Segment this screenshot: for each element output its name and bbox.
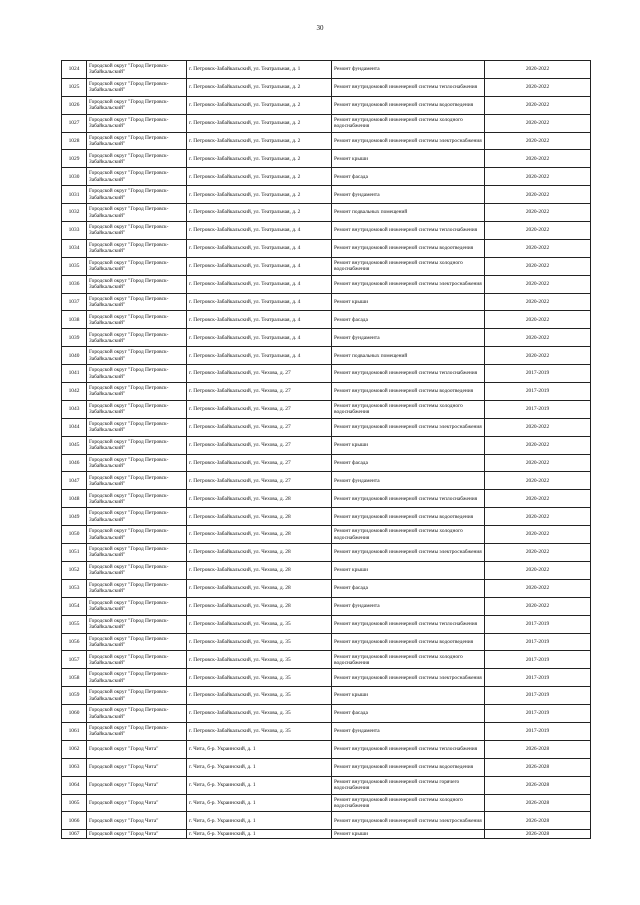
work-type-cell: Ремонт фасада bbox=[332, 168, 485, 186]
table-row bbox=[62, 508, 591, 526]
address-cell: г. Петровск-Забайкальский, ул. Чехова, д. 27 bbox=[187, 418, 332, 436]
work-type-cell: Ремонт крыши bbox=[332, 561, 485, 579]
address-cell: г. Петровск-Забайкальский, ул. Чехова, д. 27 bbox=[187, 454, 332, 472]
municipality-cell: Городской округ "Город Чита" bbox=[87, 776, 187, 794]
work-type-cell: Ремонт внутридомовой инженерной системы водоотведения bbox=[332, 633, 485, 651]
work-type-cell: Ремонт внутридомовой инженерной системы теплоснабжения bbox=[332, 615, 485, 633]
address-cell: г. Петровск-Забайкальский, ул. Театральная, д. 2 bbox=[187, 78, 332, 96]
period-cell: 2020-2022 bbox=[485, 186, 591, 204]
work-type-cell: Ремонт фасада bbox=[332, 454, 485, 472]
work-type-cell: Ремонт внутридомовой инженерной системы электроснабжения bbox=[332, 418, 485, 436]
period-cell: 2017-2019 bbox=[485, 687, 591, 705]
row-number-cell: 1055 bbox=[62, 615, 87, 633]
address-cell: г. Петровск-Забайкальский, ул. Театральная, д. 1 bbox=[187, 61, 332, 79]
row-number-cell: 1061 bbox=[62, 722, 87, 740]
work-type-cell: Ремонт внутридомовой инженерной системы холодного водоснабжения bbox=[332, 794, 485, 812]
table-row bbox=[62, 329, 591, 347]
municipality-cell: Городской округ "Город Петровск-Забайкальский" bbox=[87, 186, 187, 204]
address-cell: г. Петровск-Забайкальский, ул. Чехова, д. 27 bbox=[187, 436, 332, 454]
table-row bbox=[62, 383, 591, 401]
row-number-cell: 1033 bbox=[62, 222, 87, 240]
work-type-cell: Ремонт фундамента bbox=[332, 597, 485, 615]
work-type-cell: Ремонт внутридомовой инженерной системы теплоснабжения bbox=[332, 78, 485, 96]
municipality-cell: Городской округ "Город Петровск-Забайкальский" bbox=[87, 490, 187, 508]
period-cell: 2020-2022 bbox=[485, 544, 591, 562]
work-type-cell: Ремонт внутридомовой инженерной системы теплоснабжения bbox=[332, 365, 485, 383]
work-type-cell: Ремонт внутридомовой инженерной системы водоотведения bbox=[332, 508, 485, 526]
row-number-cell: 1065 bbox=[62, 794, 87, 812]
address-cell: г. Петровск-Забайкальский, ул. Чехова, д. 28 bbox=[187, 561, 332, 579]
table-row bbox=[62, 204, 591, 222]
work-type-cell: Ремонт подвальных помещений bbox=[332, 347, 485, 365]
work-type-cell: Ремонт внутридомовой инженерной системы водоотведения bbox=[332, 239, 485, 257]
table-row bbox=[62, 400, 591, 418]
municipality-cell: Городской округ "Город Чита" bbox=[87, 830, 187, 839]
row-number-cell: 1027 bbox=[62, 114, 87, 132]
period-cell: 2020-2022 bbox=[485, 239, 591, 257]
table-row bbox=[62, 168, 591, 186]
work-type-cell: Ремонт внутридомовой инженерной системы электроснабжения bbox=[332, 544, 485, 562]
municipality-cell: Городской округ "Город Петровск-Забайкальский" bbox=[87, 150, 187, 168]
table-row bbox=[62, 186, 591, 204]
period-cell: 2017-2019 bbox=[485, 383, 591, 401]
table-row bbox=[62, 490, 591, 508]
period-cell: 2020-2022 bbox=[485, 275, 591, 293]
address-cell: г. Петровск-Забайкальский, ул. Чехова, д. 35 bbox=[187, 705, 332, 723]
municipality-cell: Городской округ "Город Петровск-Забайкальский" bbox=[87, 311, 187, 329]
period-cell: 2020-2022 bbox=[485, 168, 591, 186]
work-type-cell: Ремонт фундамента bbox=[332, 722, 485, 740]
period-cell: 2026-2028 bbox=[485, 812, 591, 830]
municipality-cell: Городской округ "Город Петровск-Забайкальский" bbox=[87, 508, 187, 526]
municipality-cell: Городской округ "Город Петровск-Забайкальский" bbox=[87, 597, 187, 615]
municipality-cell: Городской округ "Город Петровск-Забайкальский" bbox=[87, 347, 187, 365]
table-row bbox=[62, 794, 591, 812]
municipality-cell: Городской округ "Город Петровск-Забайкальский" bbox=[87, 472, 187, 490]
work-type-cell: Ремонт крыши bbox=[332, 150, 485, 168]
work-type-cell: Ремонт внутридомовой инженерной системы электроснабжения bbox=[332, 812, 485, 830]
period-cell: 2020-2022 bbox=[485, 454, 591, 472]
municipality-cell: Городской округ "Город Петровск-Забайкальский" bbox=[87, 239, 187, 257]
municipality-cell: Городской округ "Город Петровск-Забайкальский" bbox=[87, 61, 187, 79]
address-cell: г. Петровск-Забайкальский, ул. Театральная, д. 2 bbox=[187, 132, 332, 150]
work-type-cell: Ремонт внутридомовой инженерной системы горячего водоснабжения bbox=[332, 776, 485, 794]
period-cell: 2026-2028 bbox=[485, 740, 591, 758]
address-cell: г. Петровск-Забайкальский, ул. Чехова, д. 35 bbox=[187, 651, 332, 669]
municipality-cell: Городской округ "Город Петровск-Забайкальский" bbox=[87, 526, 187, 544]
municipality-cell: Городской округ "Город Петровск-Забайкальский" bbox=[87, 633, 187, 651]
period-cell: 2020-2022 bbox=[485, 222, 591, 240]
period-cell: 2017-2019 bbox=[485, 615, 591, 633]
row-number-cell: 1028 bbox=[62, 132, 87, 150]
address-cell: г. Чита, б-р. Украинский, д. 1 bbox=[187, 830, 332, 839]
table-row bbox=[62, 222, 591, 240]
row-number-cell: 1031 bbox=[62, 186, 87, 204]
work-type-cell: Ремонт внутридомовой инженерной системы теплоснабжения bbox=[332, 222, 485, 240]
address-cell: г. Петровск-Забайкальский, ул. Театральная, д. 2 bbox=[187, 96, 332, 114]
work-type-cell: Ремонт внутридомовой инженерной системы холодного водоснабжения bbox=[332, 257, 485, 275]
municipality-cell: Городской округ "Город Петровск-Забайкальский" bbox=[87, 293, 187, 311]
work-type-cell: Ремонт внутридомовой инженерной системы теплоснабжения bbox=[332, 740, 485, 758]
row-number-cell: 1064 bbox=[62, 776, 87, 794]
row-number-cell: 1052 bbox=[62, 561, 87, 579]
row-number-cell: 1042 bbox=[62, 383, 87, 401]
address-cell: г. Чита, б-р. Украинский, д. 1 bbox=[187, 758, 332, 776]
table-row bbox=[62, 615, 591, 633]
work-type-cell: Ремонт фасада bbox=[332, 311, 485, 329]
period-cell: 2020-2022 bbox=[485, 436, 591, 454]
municipality-cell: Городской округ "Город Петровск-Забайкальский" bbox=[87, 257, 187, 275]
table-row bbox=[62, 651, 591, 669]
address-cell: г. Петровск-Забайкальский, ул. Чехова, д. 35 bbox=[187, 722, 332, 740]
address-cell: г. Петровск-Забайкальский, ул. Чехова, д. 35 bbox=[187, 669, 332, 687]
period-cell: 2017-2019 bbox=[485, 400, 591, 418]
page-number: 30 bbox=[316, 24, 324, 32]
municipality-cell: Городской округ "Город Чита" bbox=[87, 812, 187, 830]
table-row bbox=[62, 830, 591, 839]
period-cell: 2020-2022 bbox=[485, 329, 591, 347]
period-cell: 2020-2022 bbox=[485, 150, 591, 168]
period-cell: 2020-2022 bbox=[485, 526, 591, 544]
table-row bbox=[62, 633, 591, 651]
work-type-cell: Ремонт внутридомовой инженерной системы теплоснабжения bbox=[332, 490, 485, 508]
table-row bbox=[62, 96, 591, 114]
row-number-cell: 1062 bbox=[62, 740, 87, 758]
work-type-cell: Ремонт подвальных помещений bbox=[332, 204, 485, 222]
address-cell: г. Петровск-Забайкальский, ул. Чехова, д. 27 bbox=[187, 383, 332, 401]
municipality-cell: Городской округ "Город Петровск-Забайкальский" bbox=[87, 365, 187, 383]
address-cell: г. Петровск-Забайкальский, ул. Театральная, д. 4 bbox=[187, 275, 332, 293]
address-cell: г. Петровск-Забайкальский, ул. Чехова, д. 28 bbox=[187, 526, 332, 544]
table-row bbox=[62, 669, 591, 687]
work-type-cell: Ремонт крыши bbox=[332, 830, 485, 839]
work-type-cell: Ремонт фундамента bbox=[332, 329, 485, 347]
address-cell: г. Петровск-Забайкальский, ул. Чехова, д. 28 bbox=[187, 579, 332, 597]
row-number-cell: 1049 bbox=[62, 508, 87, 526]
municipality-cell: Городской округ "Город Петровск-Забайкальский" bbox=[87, 651, 187, 669]
municipality-cell: Городской округ "Город Петровск-Забайкальский" bbox=[87, 579, 187, 597]
period-cell: 2020-2022 bbox=[485, 579, 591, 597]
row-number-cell: 1043 bbox=[62, 400, 87, 418]
address-cell: г. Петровск-Забайкальский, ул. Чехова, д. 27 bbox=[187, 472, 332, 490]
work-type-cell: Ремонт фундамента bbox=[332, 186, 485, 204]
work-type-cell: Ремонт внутридомовой инженерной системы холодного водоснабжения bbox=[332, 526, 485, 544]
municipality-cell: Городской округ "Город Петровск-Забайкальский" bbox=[87, 132, 187, 150]
address-cell: г. Петровск-Забайкальский, ул. Театральная, д. 4 bbox=[187, 239, 332, 257]
address-cell: г. Петровск-Забайкальский, ул. Чехова, д. 28 bbox=[187, 544, 332, 562]
row-number-cell: 1056 bbox=[62, 633, 87, 651]
municipality-cell: Городской округ "Город Петровск-Забайкальский" bbox=[87, 705, 187, 723]
row-number-cell: 1041 bbox=[62, 365, 87, 383]
address-cell: г. Петровск-Забайкальский, ул. Театральная, д. 4 bbox=[187, 329, 332, 347]
row-number-cell: 1051 bbox=[62, 544, 87, 562]
row-number-cell: 1063 bbox=[62, 758, 87, 776]
table-row bbox=[62, 579, 591, 597]
municipality-cell: Городской округ "Город Петровск-Забайкальский" bbox=[87, 722, 187, 740]
table-row bbox=[62, 544, 591, 562]
table-row bbox=[62, 776, 591, 794]
work-type-cell: Ремонт крыши bbox=[332, 436, 485, 454]
address-cell: г. Петровск-Забайкальский, ул. Театральная, д. 2 bbox=[187, 204, 332, 222]
municipality-cell: Городской округ "Город Петровск-Забайкальский" bbox=[87, 544, 187, 562]
period-cell: 2020-2022 bbox=[485, 293, 591, 311]
address-cell: г. Петровск-Забайкальский, ул. Чехова, д. 27 bbox=[187, 400, 332, 418]
period-cell: 2017-2019 bbox=[485, 651, 591, 669]
row-number-cell: 1040 bbox=[62, 347, 87, 365]
table-row bbox=[62, 454, 591, 472]
period-cell: 2020-2022 bbox=[485, 561, 591, 579]
period-cell: 2020-2022 bbox=[485, 597, 591, 615]
work-type-cell: Ремонт внутридомовой инженерной системы электроснабжения bbox=[332, 275, 485, 293]
address-cell: г. Петровск-Забайкальский, ул. Чехова, д. 35 bbox=[187, 633, 332, 651]
period-cell: 2017-2019 bbox=[485, 365, 591, 383]
address-cell: г. Петровск-Забайкальский, ул. Театральная, д. 4 bbox=[187, 293, 332, 311]
period-cell: 2020-2022 bbox=[485, 114, 591, 132]
work-type-cell: Ремонт внутридомовой инженерной системы водоотведения bbox=[332, 96, 485, 114]
table-row bbox=[62, 812, 591, 830]
row-number-cell: 1066 bbox=[62, 812, 87, 830]
period-cell: 2020-2022 bbox=[485, 311, 591, 329]
municipality-cell: Городской округ "Город Петровск-Забайкальский" bbox=[87, 454, 187, 472]
row-number-cell: 1038 bbox=[62, 311, 87, 329]
address-cell: г. Петровск-Забайкальский, ул. Чехова, д. 27 bbox=[187, 365, 332, 383]
table-row bbox=[62, 311, 591, 329]
row-number-cell: 1046 bbox=[62, 454, 87, 472]
period-cell: 2020-2022 bbox=[485, 472, 591, 490]
work-type-cell: Ремонт внутридомовой инженерной системы водоотведения bbox=[332, 383, 485, 401]
municipality-cell: Городской округ "Город Петровск-Забайкальский" bbox=[87, 383, 187, 401]
work-type-cell: Ремонт крыши bbox=[332, 687, 485, 705]
address-cell: г. Петровск-Забайкальский, ул. Театральная, д. 2 bbox=[187, 150, 332, 168]
municipality-cell: Городской округ "Город Петровск-Забайкальский" bbox=[87, 669, 187, 687]
period-cell: 2020-2022 bbox=[485, 508, 591, 526]
municipality-cell: Городской округ "Город Петровск-Забайкальский" bbox=[87, 275, 187, 293]
municipality-cell: Городской округ "Город Петровск-Забайкальский" bbox=[87, 96, 187, 114]
table-row bbox=[62, 597, 591, 615]
period-cell: 2017-2019 bbox=[485, 722, 591, 740]
row-number-cell: 1054 bbox=[62, 597, 87, 615]
work-type-cell: Ремонт фундамента bbox=[332, 61, 485, 79]
table-row bbox=[62, 347, 591, 365]
address-cell: г. Чита, б-р. Украинский, д. 1 bbox=[187, 794, 332, 812]
work-type-cell: Ремонт крыши bbox=[332, 293, 485, 311]
row-number-cell: 1037 bbox=[62, 293, 87, 311]
period-cell: 2017-2019 bbox=[485, 705, 591, 723]
municipality-cell: Городской округ "Город Петровск-Забайкальский" bbox=[87, 329, 187, 347]
period-cell: 2020-2022 bbox=[485, 490, 591, 508]
row-number-cell: 1035 bbox=[62, 257, 87, 275]
work-type-cell: Ремонт внутридомовой инженерной системы электроснабжения bbox=[332, 132, 485, 150]
municipality-cell: Городской округ "Город Петровск-Забайкальский" bbox=[87, 561, 187, 579]
municipality-cell: Городской округ "Город Петровск-Забайкальский" bbox=[87, 114, 187, 132]
table-row bbox=[62, 705, 591, 723]
address-cell: г. Петровск-Забайкальский, ул. Театральная, д. 4 bbox=[187, 311, 332, 329]
municipality-cell: Городской округ "Город Петровск-Забайкальский" bbox=[87, 615, 187, 633]
row-number-cell: 1059 bbox=[62, 687, 87, 705]
repair-schedule-table bbox=[61, 60, 591, 839]
municipality-cell: Городской округ "Город Петровск-Забайкальский" bbox=[87, 418, 187, 436]
table-row bbox=[62, 418, 591, 436]
work-type-cell: Ремонт внутридомовой инженерной системы электроснабжения bbox=[332, 669, 485, 687]
table-row bbox=[62, 239, 591, 257]
period-cell: 2026-2028 bbox=[485, 794, 591, 812]
table-row bbox=[62, 740, 591, 758]
work-type-cell: Ремонт фасада bbox=[332, 705, 485, 723]
row-number-cell: 1039 bbox=[62, 329, 87, 347]
address-cell: г. Чита, б-р. Украинский, д. 1 bbox=[187, 740, 332, 758]
period-cell: 2020-2022 bbox=[485, 61, 591, 79]
period-cell: 2020-2022 bbox=[485, 347, 591, 365]
address-cell: г. Петровск-Забайкальский, ул. Чехова, д. 28 bbox=[187, 490, 332, 508]
work-type-cell: Ремонт внутридомовой инженерной системы холодного водоснабжения bbox=[332, 651, 485, 669]
table-row bbox=[62, 78, 591, 96]
address-cell: г. Петровск-Забайкальский, ул. Чехова, д. 35 bbox=[187, 687, 332, 705]
row-number-cell: 1024 bbox=[62, 61, 87, 79]
municipality-cell: Городской округ "Город Чита" bbox=[87, 740, 187, 758]
row-number-cell: 1025 bbox=[62, 78, 87, 96]
address-cell: г. Петровск-Забайкальский, ул. Чехова, д. 28 bbox=[187, 508, 332, 526]
address-cell: г. Петровск-Забайкальский, ул. Театральная, д. 2 bbox=[187, 186, 332, 204]
municipality-cell: Городской округ "Город Петровск-Забайкальский" bbox=[87, 400, 187, 418]
table-row bbox=[62, 257, 591, 275]
work-type-cell: Ремонт внутридомовой инженерной системы холодного водоснабжения bbox=[332, 400, 485, 418]
row-number-cell: 1057 bbox=[62, 651, 87, 669]
row-number-cell: 1026 bbox=[62, 96, 87, 114]
municipality-cell: Городской округ "Город Чита" bbox=[87, 758, 187, 776]
address-cell: г. Петровск-Забайкальский, ул. Театральная, д. 4 bbox=[187, 257, 332, 275]
period-cell: 2020-2022 bbox=[485, 257, 591, 275]
address-cell: г. Петровск-Забайкальский, ул. Театральная, д. 2 bbox=[187, 168, 332, 186]
municipality-cell: Городской округ "Город Чита" bbox=[87, 794, 187, 812]
period-cell: 2017-2019 bbox=[485, 633, 591, 651]
work-type-cell: Ремонт внутридомовой инженерной системы водоотведения bbox=[332, 758, 485, 776]
row-number-cell: 1045 bbox=[62, 436, 87, 454]
row-number-cell: 1030 bbox=[62, 168, 87, 186]
row-number-cell: 1044 bbox=[62, 418, 87, 436]
table-row bbox=[62, 472, 591, 490]
row-number-cell: 1058 bbox=[62, 669, 87, 687]
table-row bbox=[62, 526, 591, 544]
table-row bbox=[62, 365, 591, 383]
table-row bbox=[62, 758, 591, 776]
address-cell: г. Чита, б-р. Украинский, д. 1 bbox=[187, 776, 332, 794]
period-cell: 2020-2022 bbox=[485, 418, 591, 436]
address-cell: г. Петровск-Забайкальский, ул. Театральная, д. 4 bbox=[187, 347, 332, 365]
work-type-cell: Ремонт фундамента bbox=[332, 472, 485, 490]
municipality-cell: Городской округ "Город Петровск-Забайкальский" bbox=[87, 168, 187, 186]
row-number-cell: 1067 bbox=[62, 830, 87, 839]
row-number-cell: 1048 bbox=[62, 490, 87, 508]
period-cell: 2017-2019 bbox=[485, 669, 591, 687]
table-row bbox=[62, 687, 591, 705]
row-number-cell: 1032 bbox=[62, 204, 87, 222]
row-number-cell: 1050 bbox=[62, 526, 87, 544]
address-cell: г. Петровск-Забайкальский, ул. Театральная, д. 4 bbox=[187, 222, 332, 240]
row-number-cell: 1036 bbox=[62, 275, 87, 293]
period-cell: 2026-2028 bbox=[485, 758, 591, 776]
table-row bbox=[62, 722, 591, 740]
table-row bbox=[62, 561, 591, 579]
municipality-cell: Городской округ "Город Петровск-Забайкальский" bbox=[87, 222, 187, 240]
period-cell: 2020-2022 bbox=[485, 204, 591, 222]
address-cell: г. Петровск-Забайкальский, ул. Чехова, д. 28 bbox=[187, 597, 332, 615]
row-number-cell: 1029 bbox=[62, 150, 87, 168]
row-number-cell: 1060 bbox=[62, 705, 87, 723]
period-cell: 2026-2028 bbox=[485, 776, 591, 794]
period-cell: 2020-2022 bbox=[485, 96, 591, 114]
table-row bbox=[62, 114, 591, 132]
municipality-cell: Городской округ "Город Петровск-Забайкальский" bbox=[87, 687, 187, 705]
address-cell: г. Чита, б-р. Украинский, д. 1 bbox=[187, 812, 332, 830]
table-row bbox=[62, 293, 591, 311]
address-cell: г. Петровск-Забайкальский, ул. Чехова, д. 35 bbox=[187, 615, 332, 633]
period-cell: 2020-2022 bbox=[485, 78, 591, 96]
municipality-cell: Городской округ "Город Петровск-Забайкальский" bbox=[87, 204, 187, 222]
table-row bbox=[62, 132, 591, 150]
table-row bbox=[62, 436, 591, 454]
period-cell: 2026-2028 bbox=[485, 830, 591, 839]
table-row bbox=[62, 61, 591, 79]
row-number-cell: 1034 bbox=[62, 239, 87, 257]
municipality-cell: Городской округ "Город Петровск-Забайкальский" bbox=[87, 436, 187, 454]
table-row bbox=[62, 150, 591, 168]
row-number-cell: 1047 bbox=[62, 472, 87, 490]
work-type-cell: Ремонт фасада bbox=[332, 579, 485, 597]
table-row bbox=[62, 275, 591, 293]
work-type-cell: Ремонт внутридомовой инженерной системы холодного водоснабжения bbox=[332, 114, 485, 132]
address-cell: г. Петровск-Забайкальский, ул. Театральная, д. 2 bbox=[187, 114, 332, 132]
period-cell: 2020-2022 bbox=[485, 132, 591, 150]
row-number-cell: 1053 bbox=[62, 579, 87, 597]
municipality-cell: Городской округ "Город Петровск-Забайкальский" bbox=[87, 78, 187, 96]
